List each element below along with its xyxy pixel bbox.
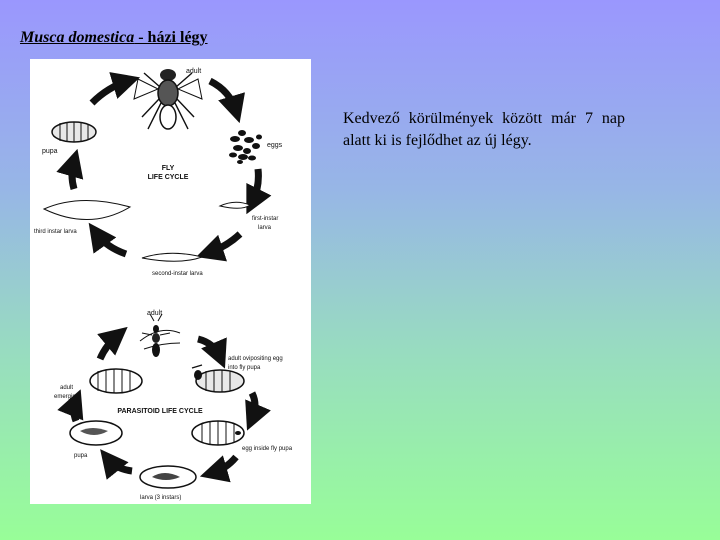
label-parasitoid-pupa: pupa [74, 453, 88, 459]
label-emerging-adult: adult [60, 385, 74, 391]
cycle-arrow [210, 81, 236, 111]
cycle-arrow [252, 393, 255, 419]
cycle-arrow [92, 81, 128, 103]
cycle-arrow [74, 401, 76, 421]
pupa-icon [52, 122, 96, 142]
cycle-arrow [212, 457, 236, 473]
cycle-arrow [96, 233, 126, 254]
life-cycle-figure [30, 59, 311, 504]
cycle-arrow [100, 335, 118, 359]
fly-cycle-subtitle: LIFE CYCLE [147, 174, 189, 181]
cycle-arrow [208, 234, 240, 253]
parasitoid-cycle-diagram [54, 310, 293, 501]
adult-emerging-icon [90, 369, 142, 393]
label-pupa: pupa [42, 148, 58, 155]
cycle-arrow [198, 339, 220, 357]
label-second-instar: second-instar larva [152, 271, 203, 277]
cycle-arrow [252, 169, 258, 203]
label-parasitoid-adult: adult [147, 310, 163, 317]
body-text: Kedvező körülmények között már 7 nap alatt ki is fejlődhet az új légy. [343, 110, 625, 149]
second-instar-larva-icon [142, 253, 202, 261]
eggs-cluster-icon [229, 130, 262, 164]
parasitoid-cycle-title: PARASITOID LIFE CYCLE [117, 408, 203, 415]
slide-title [20, 29, 208, 47]
cycle-arrow [108, 459, 132, 471]
label-adult: adult [186, 68, 202, 75]
label-eggs: eggs [267, 142, 283, 149]
label-ovipositing-line2: into fly pupa [228, 365, 261, 371]
label-egg-inside: egg inside fly pupa [242, 446, 293, 452]
label-emerging: emerging [54, 394, 80, 400]
adult-fly-icon [134, 69, 202, 129]
wasp-pupa-icon [70, 421, 122, 445]
title-latin-name: Musca domestica [20, 29, 135, 46]
label-first-instar: first-instar [252, 216, 279, 222]
egg-inside-pupa-icon [192, 421, 244, 445]
label-larva: larva (3 instars) [140, 495, 182, 501]
life-cycle-illustration [30, 59, 311, 504]
first-instar-larva-icon [220, 202, 250, 208]
fly-cycle-diagram [34, 68, 283, 277]
third-instar-larva-icon [44, 200, 130, 219]
adult-wasp-icon [140, 314, 180, 357]
label-first-instar-larva: larva [258, 225, 272, 231]
label-ovipositing: adult ovipositing egg [228, 356, 283, 362]
label-third-instar: third instar larva [34, 229, 77, 235]
larva-inside-pupa-icon [140, 466, 196, 488]
fly-cycle-title: FLY [161, 165, 175, 172]
title-common-name: - házi légy [134, 29, 208, 46]
cycle-arrow [72, 161, 74, 189]
